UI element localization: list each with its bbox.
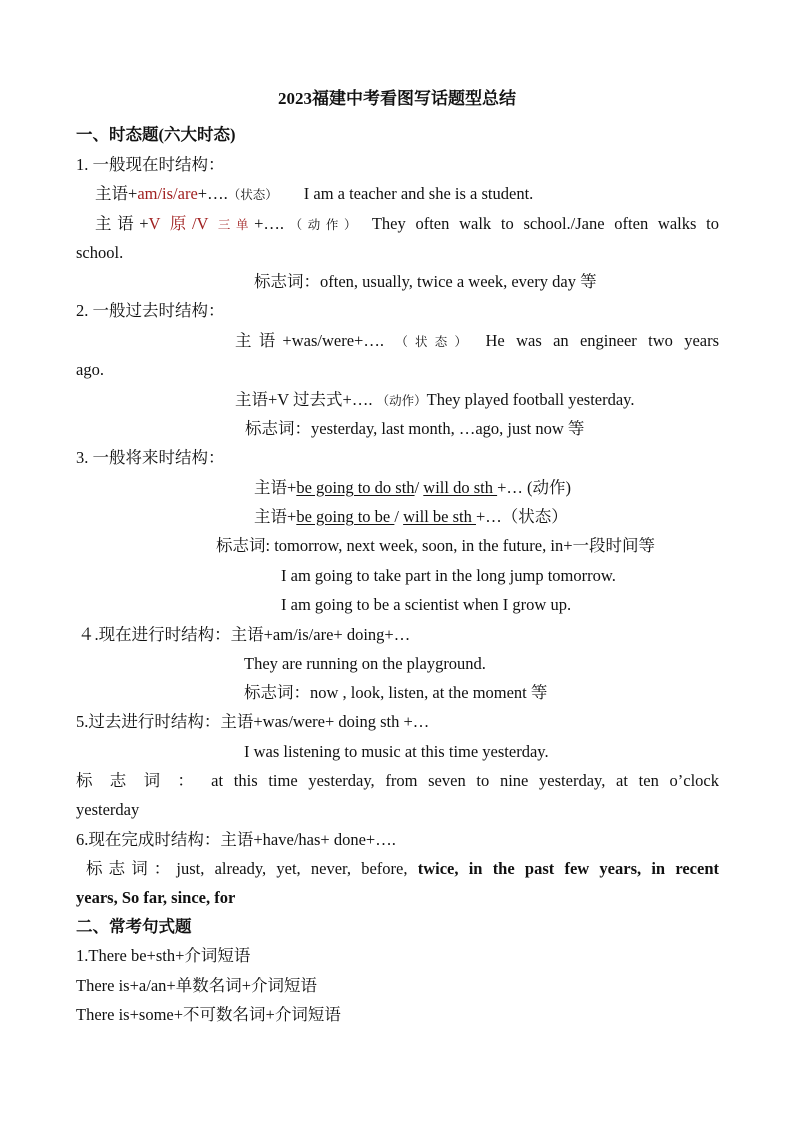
tense-4-heading: ４.现在进行时结构：主语+am/is/are+ doing+… [78,625,411,644]
subject-label: 主语+ [254,507,297,526]
markers-bold: twice, in the past few years, in recent [417,859,719,878]
markers-plain: 标志词：just, already, yet, never, before, [86,859,418,878]
tense-2-structure-action [235,390,634,411]
tense-2-structure-state [235,331,719,352]
third-person-note: 三单 [217,218,255,232]
be-verbs: am/is/are [137,184,198,203]
tense-3-markers: 标志词: tomorrow, next week, soon, in the future, in+一段时间等 [216,536,656,555]
state-note: +…（状态） [475,507,568,526]
tense-1-structure-action [95,214,719,235]
tense-2-structure-state-cont: ago. [76,360,104,379]
tense-3-structure-state [254,507,568,527]
action-note: （动作） [284,218,363,232]
sentence-pattern-2: There is+a/an+单数名词+介词短语 [76,976,317,995]
structure-text: 主语+V 过去式+…. [235,390,373,409]
tense-5-markers: 标 志 词 ： at this time yesterday, from seven to nine yesterday, at ten o’clock [76,771,719,790]
sentence-pattern-3: There is+some+不可数名词+介词短语 [76,1005,341,1024]
tense-5-heading: 5.过去进行时结构：主语+was/were+ doing sth +… [76,712,430,731]
verb-forms: V 原/V [148,214,218,233]
tense-4-example: They are running on the playground. [244,654,486,673]
slash: / [394,507,404,526]
ellipsis: +…. [254,214,285,233]
tense-4-markers: 标志词：now , look, listen, at the moment 等 [244,683,548,702]
tense-6-markers-cont: years, So far, since, for [76,888,236,907]
tense-5-markers-cont: yesterday [76,800,140,819]
example-sentence: He was an engineer two years [485,331,720,350]
state-note: （状态） [227,188,278,202]
tense-3-structure-action [254,478,571,498]
tense-3-heading: 3. 一般将来时结构： [76,448,225,467]
tense-5-example: I was listening to music at this time yesterday. [244,742,549,761]
subject-label: 主语+ [254,478,297,497]
tense-1-heading: 1. 一般现在时结构： [76,155,225,174]
example-sentence: They played football yesterday. [426,390,635,409]
be-going-to-do: be going to do sth [296,478,415,497]
will-be: will be sth [403,507,476,526]
will-do: will do sth [423,478,498,497]
tense-2-heading: 2. 一般过去时结构： [76,301,225,320]
tense-6-markers [86,859,719,879]
page-title: 2023福建中考看图写话题型总结 [278,89,516,108]
slash: / [414,478,424,497]
tense-3-example-2: I am going to be a scientist when I grow up. [281,595,572,614]
sentence-pattern-1: 1.There be+sth+介词短语 [76,946,251,965]
section-1-heading: 一、时态题(六大时态) [76,125,236,144]
tense-2-markers: 标志词：yesterday, last month, …ago, just now 等 [245,419,585,438]
tense-1-markers: 标志词：often, usually, twice a week, every day 等 [254,272,597,291]
action-note: （动作） [376,394,427,408]
tense-1-structure-state [95,184,533,205]
be-going-to-be: be going to be [296,507,395,526]
state-note: （状态） [395,335,475,349]
tense-6-heading: 6.现在完成时结构：主语+have/has+ done+…. [76,830,396,849]
structure-text: 主语+was/were+…. [235,331,384,350]
example-sentence: I am a teacher and she is a student. [303,184,534,203]
subject-label: 主语+ [95,214,149,233]
example-sentence: They often walk to school./Jane often walks to [371,214,719,233]
subject-label: 主语+ [95,184,138,203]
action-note: +… (动作) [497,478,572,497]
section-2-heading: 二、常考句式题 [76,917,192,936]
ellipsis: +…. [197,184,228,203]
tense-3-example-1: I am going to take part in the long jump tomorrow. [281,566,616,585]
tense-1-structure-action-cont: school. [76,243,124,262]
